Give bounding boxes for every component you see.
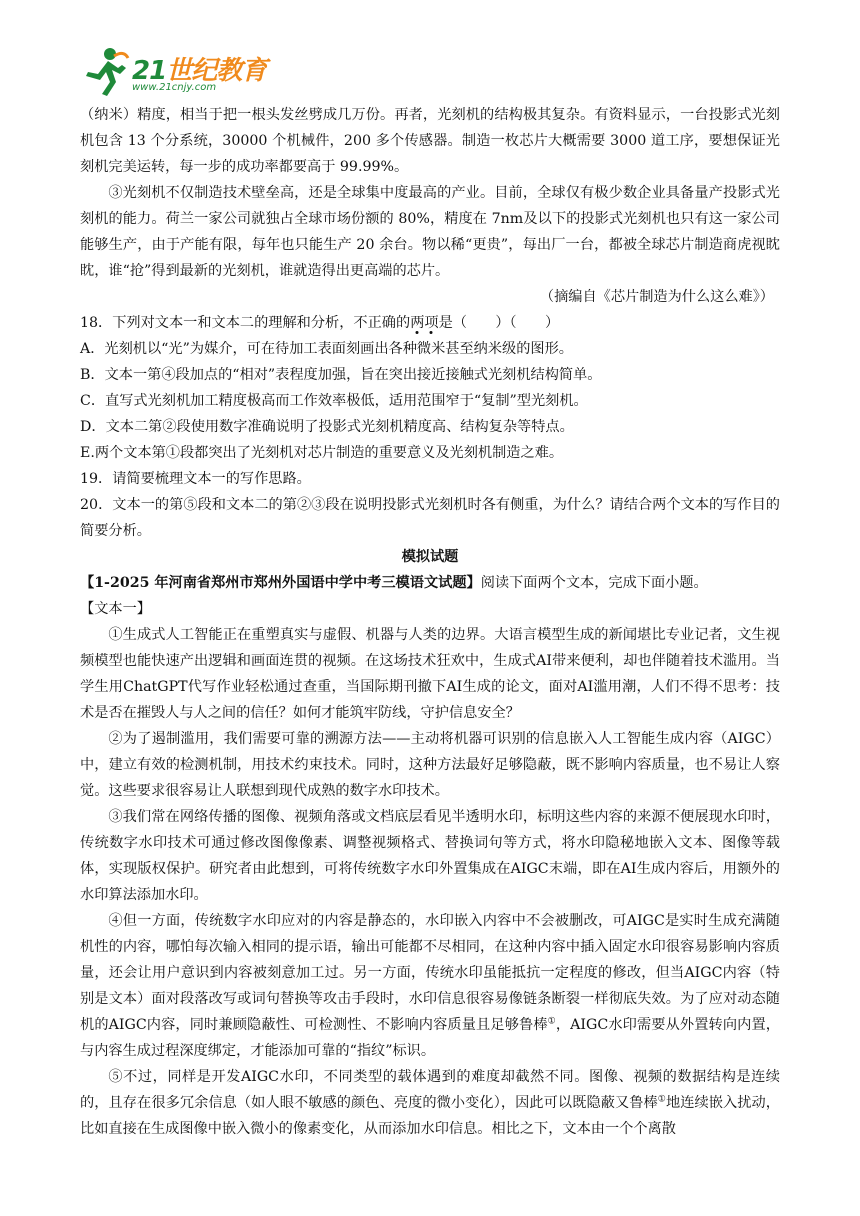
source-citation: （摘编自《芯片制造为什么这么难》） — [539, 289, 774, 305]
text1-paragraph-4: ④但一方面，传统数字水印应对的内容是静态的，水印嵌入内容中不会被删改，可AIGC是实时生成充满随机性的内容，哪怕每次输入相同的提示语，输出可能都不尽相同，在这种内容中插入固定水印很容易影响内容质量，还会让用户意识到内容被刻意加工过。另一方面，传统水印虽能抵抗一定程度的修改，但当AIGC内容（特别是文本）面对段落改写或词句替换等攻击手段时，水印信息很容易像链条断裂一样彻底失效。为了应对动态随机的AIGC内容，同时兼顾隐蔽性、可检测性、不影响内容质量且足够鲁棒①，AIGC水印需要从外置转向内置，与内容生成过程深度绑定，才能添加可靠的“指纹”标识。 — [80, 913, 780, 1059]
site-logo — [80, 44, 267, 104]
question-18-option-b: B．文本一第④段加点的“相对”表程度加强，旨在突出接近接触式光刻机结构简单。 — [80, 367, 602, 383]
text1-paragraph-2: ②为了遏制滥用，我们需要可靠的溯源方法——主动将机器可识别的信息嵌入人工智能生成内容（AIGC）中，建立有效的检测机制，用技术约束技术。同时，这种方法最好足够隐蔽，既不影响内容质量，也不易让人察觉。这些要求很容易让人联想到现代成熟的数字水印技术。 — [80, 731, 780, 799]
document-body — [80, 102, 780, 1142]
question-18-option-e: E.两个文本第①段都突出了光刻机对芯片制造的重要意义及光刻机制造之难。 — [80, 445, 564, 461]
question-18-option-c: C．直写式光刻机加工精度极高而工作效率极低，适用范围窄于“复制”型光刻机。 — [80, 393, 588, 409]
question-18-stem: 18．下列对文本一和文本二的理解和分析，不正确的两项是（ ）（ ） — [80, 315, 560, 331]
text1-paragraph-1: ①生成式人工智能正在重塑真实与虚假、机器与人类的边界。大语言模型生成的新闻堪比专业记者，文生视频模型也能快速产出逻辑和画面连贯的视频。在这场技术狂欢中，生成式AI带来便利，却也伴随着技术滥用。当学生用ChatGPT代写作业轻松通过查重，当国际期刊撤下AI生成的论文，面对AI滥用潮，人们不得不思考：技术是否在摧毁人与人之间的信任？如何才能筑牢防线，守护信息安全？ — [80, 627, 780, 721]
question-18-option-a: A．光刻机以“光”为媒介，可在待加工表面刻画出各种微米甚至纳米级的图形。 — [80, 341, 573, 357]
text1-paragraph-3: ③我们常在网络传播的图像、视频角落或文档底层看见半透明水印，标明这些内容的来源不便展现水印时，传统数字水印技术可通过修改图像像素、调整视频格式、替换词句等方式，将水印隐秘地嵌入文本、图像等载体，实现版权保护。研究者由此想到，可将传统数字水印外置集成在AIGC末端，即在AI生成内容后，用额外的水印算法添加水印。 — [80, 809, 780, 903]
text1-label: 【文本一】 — [80, 601, 151, 617]
section-title: 模拟试题 — [401, 549, 459, 565]
question-19: 19．请简要梳理文本一的写作思路。 — [80, 471, 311, 487]
exam-intro: 【1-2025 年河南省郑州市郑州外国语中学中考三模语文试题】阅读下面两个文本，完成下面小题。 — [80, 575, 708, 591]
logo-text: 21世纪教育 — [132, 56, 267, 86]
text1-paragraph-5: ⑤不过，同样是开发AIGC水印，不同类型的载体遇到的难度却截然不同。图像、视频的数据结构是连续的，且存在很多冗余信息（如人眼不敏感的颜色、亮度的微小变化），因此可以既隐蔽又鲁棒①地连续嵌入扰动，比如直接在生成图像中嵌入微小的像素变化，从而添加水印信息。相比之下，文本由一个个离散 — [80, 1069, 780, 1137]
question-18-option-d: D．文本二第②段使用数字准确说明了投影式光刻机精度高、结构复杂等特点。 — [80, 419, 574, 435]
paragraph-continued: （纳米）精度，相当于把一根头发丝劈成几万份。再者，光刻机的结构极其复杂。有资料显示，一台投影式光刻机包含 13 个分系统，30000 个机械件，200 多个传感器。制造一枚芯片大概需要 3000 道工序，要想保证光刻机完美运转，每一步的成功率都要高于 99.99%。 — [80, 107, 780, 175]
question-20: 20．文本一的第⑤段和文本二的第②③段在说明投影式光刻机时各有侧重，为什么？请结合两个文本的写作目的简要分析。 — [80, 497, 780, 539]
logo-url: www.21cnjy.com — [132, 82, 217, 93]
runner-logo-icon — [80, 44, 130, 100]
paragraph-3: ③光刻机不仅制造技术壁垒高，还是全球集中度最高的产业。目前，全球仅有极少数企业具备量产投影式光刻机的能力。荷兰一家公司就独占全球市场份额的 80%，精度在 7nm及以下的投影式光刻机也只有这一家公司能够生产，由于产能有限，每年也只能生产 20 余台。物以稀“更贵”，每出厂一台，都被全球芯片制造商虎视眈眈，谁“抢”得到最新的光刻机，谁就造得出更高端的芯片。 — [80, 185, 780, 279]
